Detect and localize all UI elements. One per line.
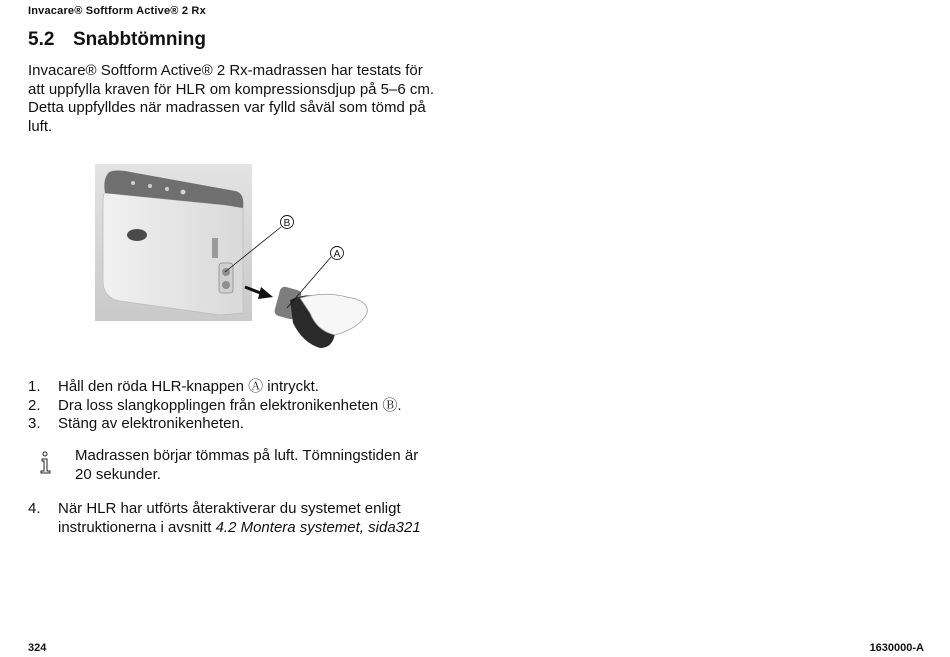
step-4 <box>28 500 478 537</box>
step-number: 2. <box>28 397 41 414</box>
pump-unit <box>103 193 243 315</box>
intro-paragraph <box>28 62 438 136</box>
intro-text: Invacare® Softform Active® 2 Rx-madrassen har testats för att uppfylla kraven för HLR om kompressionsdjup på 5–6 cm. Detta uppfylldes när madrassen var fylld såväl som tömd på luft. <box>28 62 435 135</box>
step-1 <box>28 378 319 397</box>
callout-b-label: B <box>283 218 291 229</box>
section-heading <box>28 29 206 51</box>
step-text: Håll den röda HLR-knappen Ⓐ intryckt. <box>58 378 319 395</box>
callout-a-label: A <box>333 249 341 260</box>
step-text: När HLR har utförts återaktiverar du systemet enligt instruktionerna i avsnitt <box>58 500 401 536</box>
step-number: 1. <box>28 378 41 395</box>
section-title: Snabbtömning <box>73 29 206 50</box>
cross-reference-link[interactable]: 4.2 Montera systemet, sida321 <box>215 518 421 536</box>
brand-logo <box>127 229 147 241</box>
step-number: 4. <box>28 500 41 517</box>
step-text: Dra loss slangkopplingen från elektronikenheten Ⓑ. <box>58 397 402 414</box>
step-3 <box>28 415 244 434</box>
step-text: Stäng av elektronikenheten. <box>58 415 244 432</box>
section-number: 5.2 <box>28 29 55 50</box>
document-number: 1630000-A <box>869 642 924 654</box>
info-icon <box>38 451 54 475</box>
info-note: Madrassen börjar tömmas på luft. Tömningstiden är 20 sekunder. <box>75 447 419 483</box>
pump-disconnect-illustration <box>95 163 385 353</box>
step-number: 3. <box>28 415 41 432</box>
running-header: Invacare® Softform Active® 2 Rx <box>28 5 206 17</box>
page-number: 324 <box>28 642 47 654</box>
product-figure <box>95 163 385 353</box>
step-2 <box>28 397 402 416</box>
